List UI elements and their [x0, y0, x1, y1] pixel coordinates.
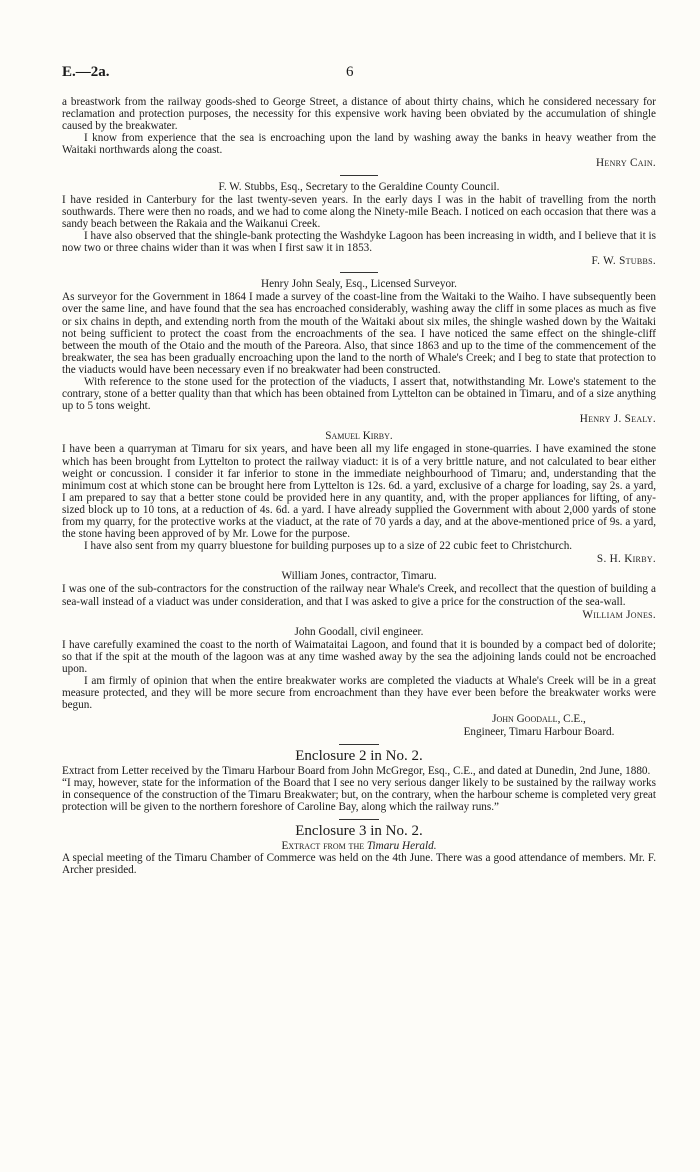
cain-paragraph-2: I know from experience that the sea is encroaching upon the land by washing away the banks in heavy weather from the Waitaki northwards along the coast.: [62, 132, 656, 157]
goodall-signature-name: John Goodall, C.E.,: [492, 713, 586, 726]
sealy-signature: Henry J. Sealy.: [579, 413, 656, 426]
enclosure-3: [62, 825, 656, 876]
goodall-heading: John Goodall, civil engineer.: [294, 625, 424, 638]
cain-statement: [62, 96, 656, 170]
jones-statement: [62, 570, 656, 620]
jones-signature: William Jones.: [582, 608, 656, 621]
enclosure-2: [62, 747, 656, 813]
sealy-paragraph-1: As surveyor for the Government in 1864 I made a survey of the coast-line from the Waitaki to the Waiho. I have subsequently been over the same line, and have found that the sea has encroached considerably, washing away the cliff in some places as much as five or six chains in depth, and extending north from the mouth of the Waitaki about six miles, the shingle washed down by the Waitaki not being sufficient to protect the coast from the encroachments of the sea. I have noticed the same effect on the shingle-cliff between the mouth of the Otaio and the mouth of the Pareora. Also, that since 1863 and up to the time of the commencement of the breakwater, the sea has been gradually encroaching upon the land to the north of Whale's Creek; and I beg to state that protection to the viaducts would have been necessary even if no breakwater had been constructed.: [62, 291, 656, 376]
enclosure-2-quote: “I may, however, state for the information of the Board that I see no very serious danger likely to be sustained by the railway works in consequence of the construction of the Timaru Breakwater; but, on the contrary, when the harbour scheme is completed very great protection will be given to the northern foreshore of Caroline Bay, along which the railway runs.”: [62, 776, 656, 813]
goodall-signature-block: [422, 713, 656, 737]
jones-heading: William Jones, contractor, Timaru.: [281, 570, 437, 583]
jones-paragraph-1: I was one of the sub-contractors for the construction of the railway near Whale's Creek, and recollect that the question of building a sea-wall instead of a viaduct was under consideration, and that I was asked to give a price for the construction of the sea-wall.: [62, 583, 656, 608]
goodall-signature-title: Engineer, Timaru Harbour Board.: [463, 725, 615, 738]
goodall-paragraph-1: I have carefully examined the coast to the north of Waimataitai Lagoon, and found that it is bounded by a compact bed of dolorite; so that if the spit at the mouth of the lagoon was at any time washed away by the sea the adjoining lands could not be encroached upon.: [62, 638, 656, 676]
kirby-paragraph-2: I have also sent from my quarry bluestone for building purposes up to a size of 22 cubic feet to Christchurch.: [84, 540, 573, 553]
enclosure-3-paragraph-1: A special meeting of the Timaru Chamber of Commerce was held on the 4th June. There was a good attendance of members. Mr. F. Archer presided.: [62, 852, 656, 877]
goodall-paragraph-2: I am firmly of opinion that when the entire breakwater works are completed the viaducts at Whale's Creek will be in a great measure protected, and they will be more secure from encroachment than they have ever been before the breakwater works were begun.: [62, 675, 656, 712]
kirby-signature: S. H. Kirby.: [596, 553, 656, 566]
sealy-paragraph-2: With reference to the stone used for the protection of the viaducts, I assert that, notwithstanding Mr. Lowe's statement to the contrary, stone of a better quality than that which has been obtained from Lyttelton can be obtained in Timaru, and of a size anything up to 5 tons weight.: [62, 375, 656, 413]
enclosure-3-subtitle: [62, 840, 656, 852]
stubbs-heading: F. W. Stubbs, Esq., Secretary to the Geraldine County Council.: [218, 180, 500, 193]
enclosure-3-subtitle-prefix: Extract from the: [281, 840, 365, 853]
cain-signature: Henry Cain.: [596, 157, 656, 170]
kirby-paragraph-1: I have been a quarryman at Timaru for six years, and have been all my life engaged in stone-quarries. I have examined the stone which has been brought from Lyttelton to protect the railway viaduct: it is of a very brittle nature, and not calculated to bear either weight or concussion. I consider it far inferior to stone in the immediate neighbourhood of Timaru; and, understanding that the minimum cost at which stone can be brought here from Lyttelton is 12s. 6d. a yard, exclusive of a charge for loading, say 2s. a yard, I am prepared to say that a better stone could be provided here in any quantity, and, with the proper appliances for lifting, of any-sized block up to 10 tons, at a reduction of 4s. 6d. a yard. I have already supplied the Government with about 2,000 yards of stone from my quarry, for the protective works at the viaduct, at the rate of 70 yards a day, and at the above-mentioned price of 9s. a yard, the stone having been approved of by Mr. Lowe for the purpose.: [62, 443, 656, 541]
section-divider: [340, 175, 378, 176]
section-divider: [339, 744, 379, 745]
enclosure-3-title: Enclosure 3 in No. 2.: [295, 823, 423, 840]
document-body: [62, 96, 656, 876]
enclosure-2-title: Enclosure 2 in No. 2.: [295, 747, 423, 764]
section-divider: [340, 272, 378, 273]
stubbs-paragraph-1: I have resided in Canterbury for the last twenty-seven years. In the early days I was in the habit of travelling from the north southwards. There were then no roads, and we had to come along the Ninety-mile Beach. I noticed on each occasion that there was a sandy beach between the Rakaia and the Waikanui Creek.: [62, 193, 656, 230]
running-header: [62, 64, 656, 84]
stubbs-signature: F. W. Stubbs.: [591, 255, 656, 268]
page-number: 6: [346, 64, 354, 80]
goodall-statement: [62, 626, 656, 738]
cain-paragraph-1: a breastwork from the railway goods-shed to George Street, a distance of about thirty chains, which he considered necessary for reclamation and protection purposes, the necessity for this expensive work having been obviated by the accumulation of shingle caused by the breakwater.: [62, 96, 656, 133]
document-reference: E.—2a.: [62, 64, 110, 80]
sealy-statement: [62, 278, 656, 425]
enclosure-3-newspaper: Timaru Herald.: [366, 840, 437, 853]
kirby-statement: [62, 430, 656, 565]
sealy-heading: Henry John Sealy, Esq., Licensed Surveyor.: [261, 278, 457, 291]
kirby-heading: Samuel Kirby.: [325, 430, 393, 443]
enclosure-2-extract: Extract from Letter received by the Timaru Harbour Board from John McGregor, Esq., C.E., and dated at Dunedin, 2nd June, 1880.: [62, 764, 651, 777]
section-divider: [339, 819, 379, 820]
stubbs-paragraph-2: I have also observed that the shingle-bank protecting the Washdyke Lagoon has been increasing in width, and I believe that it is now two or three chains wider than it was when I first saw it in 1853.: [62, 229, 656, 255]
stubbs-statement: [62, 181, 656, 268]
